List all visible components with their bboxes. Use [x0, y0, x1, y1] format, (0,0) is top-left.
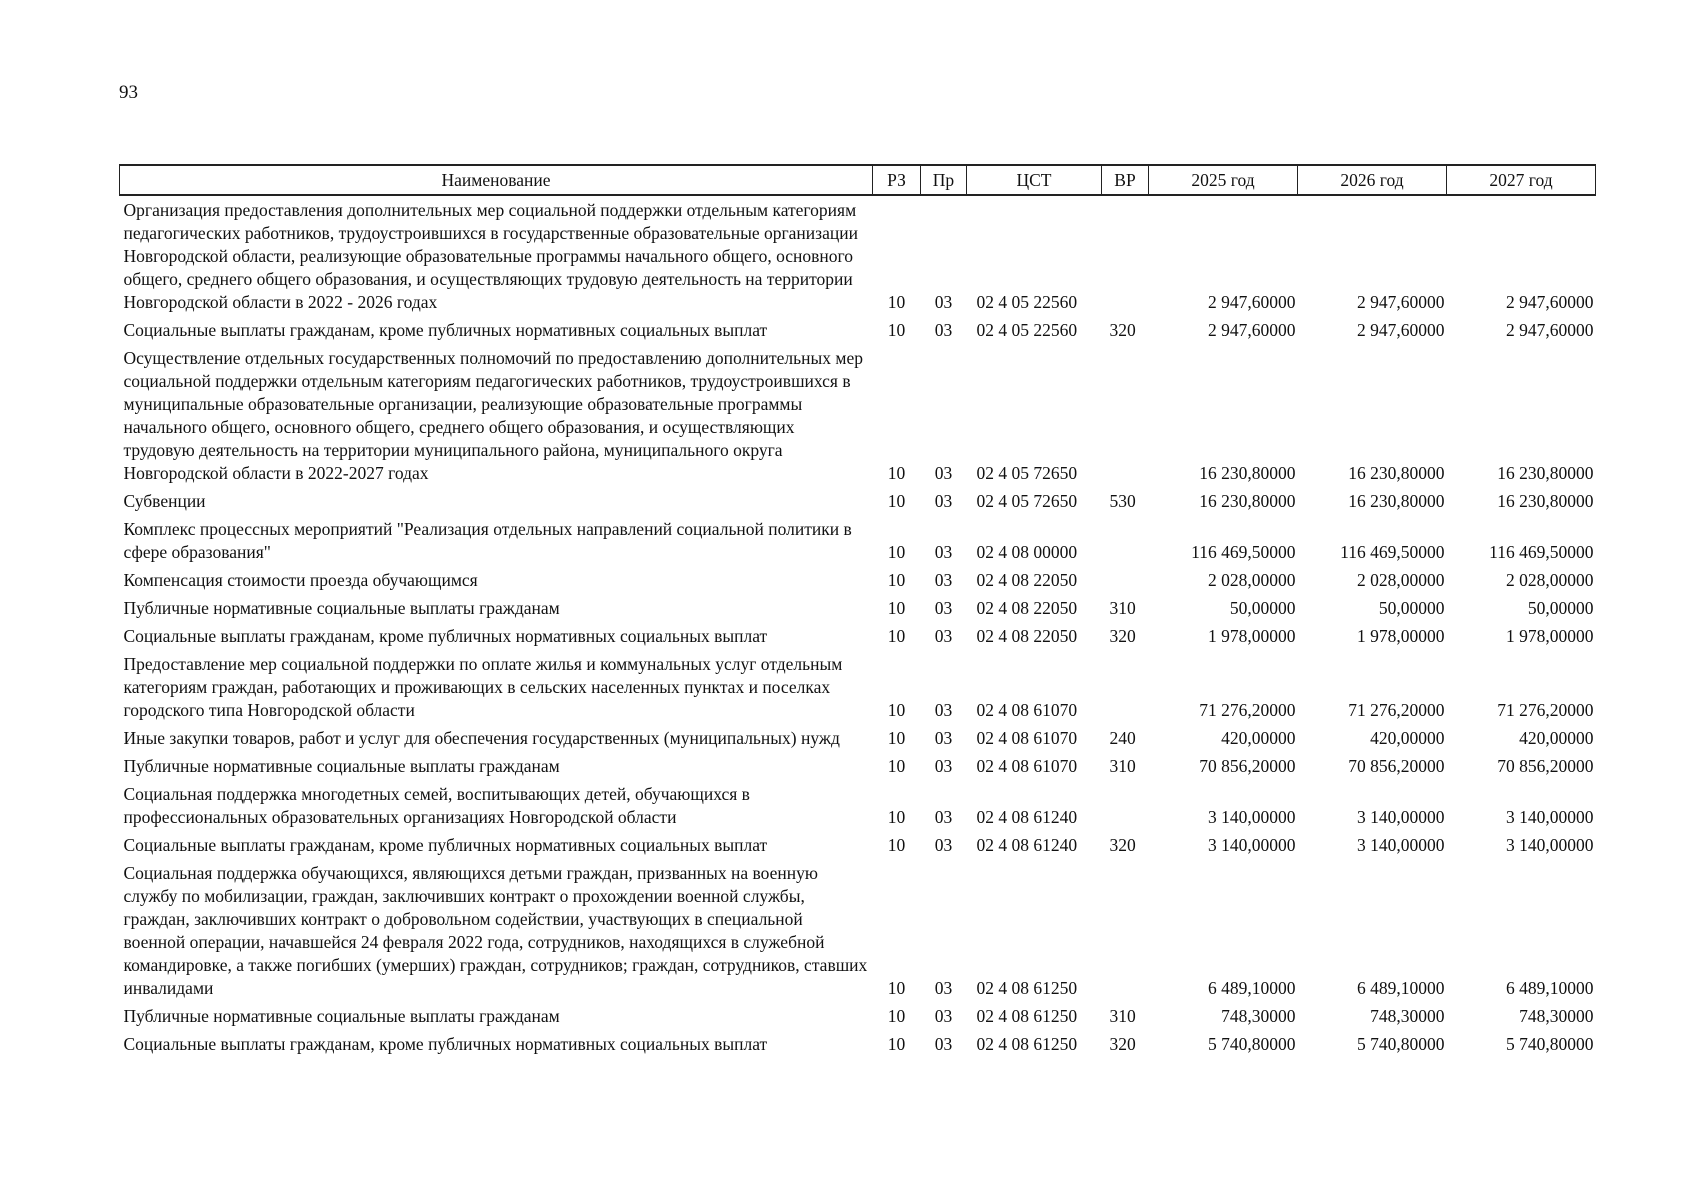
cell-2027: 70 856,20000	[1497, 756, 1594, 776]
header-name: Наименование	[120, 165, 873, 195]
cell-2027: 5 740,80000	[1506, 1034, 1594, 1054]
cell-pr: 03	[934, 542, 953, 562]
cell-name: Социальные выплаты гражданам, кроме публичных нормативных социальных выплат	[123, 835, 768, 855]
header-2027: 2027 год	[1447, 165, 1596, 195]
table-row	[120, 1030, 1596, 1058]
budget-table-container	[119, 164, 1596, 1058]
cell-2026: 2 947,60000	[1357, 292, 1445, 312]
cell-pr: 03	[934, 756, 953, 776]
cell-name: Социальная поддержка многодетных семей, воспитывающих детей, обучающихся в профессиональных образовательных организациях Новгородской области	[123, 784, 750, 827]
cell-rz: 10	[887, 700, 906, 720]
cell-2025: 70 856,20000	[1199, 756, 1296, 776]
table-row	[120, 195, 1596, 316]
cell-name: Осуществление отдельных государственных полномочий по предоставлению дополнительных мер социальной поддержки отдельным категориям педагогических работников, трудоустроившихся в муниципальные образовательные организации, реализующие образовательные программы начального общего, основного общего, среднего общего образования, и осуществляющих трудовую деятельность на территории муниципального района, муниципального округа Новгородской области в 2022-2027 годах	[123, 348, 863, 483]
cell-vr: 320	[1109, 835, 1136, 855]
cell-2027: 2 028,00000	[1506, 570, 1594, 590]
cell-2026: 16 230,80000	[1348, 491, 1445, 511]
header-pr: Пр	[921, 165, 967, 195]
cell-cst: 02 4 05 72650	[976, 491, 1078, 511]
cell-vr: 310	[1109, 598, 1136, 618]
cell-rz: 10	[887, 598, 906, 618]
table-header	[120, 165, 1596, 195]
cell-vr	[1102, 344, 1149, 487]
cell-cst: 02 4 08 61250	[976, 1034, 1078, 1054]
cell-cst: 02 4 08 00000	[976, 542, 1078, 562]
cell-vr: 320	[1109, 320, 1136, 340]
cell-2025: 16 230,80000	[1199, 463, 1296, 483]
cell-rz: 10	[887, 491, 906, 511]
cell-2026: 71 276,20000	[1348, 700, 1445, 720]
cell-cst: 02 4 05 22560	[976, 292, 1078, 312]
cell-2025: 116 469,50000	[1191, 542, 1296, 562]
table-row	[120, 566, 1596, 594]
cell-2025: 420,00000	[1221, 728, 1296, 748]
cell-pr: 03	[934, 320, 953, 340]
cell-name: Социальные выплаты гражданам, кроме публичных нормативных социальных выплат	[123, 626, 768, 646]
cell-pr: 03	[934, 570, 953, 590]
cell-2025: 2 947,60000	[1208, 292, 1296, 312]
cell-rz: 10	[887, 542, 906, 562]
cell-vr	[1102, 780, 1149, 831]
cell-2027: 2 947,60000	[1506, 292, 1594, 312]
cell-2025: 6 489,10000	[1208, 978, 1296, 998]
cell-2026: 5 740,80000	[1357, 1034, 1445, 1054]
cell-rz: 10	[887, 1006, 906, 1026]
cell-2026: 3 140,00000	[1357, 835, 1445, 855]
cell-vr	[1102, 566, 1149, 594]
cell-rz: 10	[887, 835, 906, 855]
table-row	[120, 724, 1596, 752]
table-row	[120, 1002, 1596, 1030]
table-row	[120, 594, 1596, 622]
cell-2026: 420,00000	[1370, 728, 1445, 748]
cell-pr: 03	[934, 1034, 953, 1054]
table-row	[120, 316, 1596, 344]
header-vr: ВР	[1102, 165, 1149, 195]
cell-2026: 16 230,80000	[1348, 463, 1445, 483]
table-row	[120, 622, 1596, 650]
cell-2027: 420,00000	[1519, 728, 1594, 748]
cell-2027: 2 947,60000	[1506, 320, 1594, 340]
cell-vr	[1102, 859, 1149, 1002]
cell-pr: 03	[934, 491, 953, 511]
cell-name: Организация предоставления дополнительных мер социальной поддержки отдельным категориям педагогических работников, трудоустроившихся в государственные образовательные организации Новгородской области, реализующие образовательные программы начального общего, основного общего, среднего общего образования, и осуществляющих трудовую деятельность на территории Новгородской области в 2022 - 2026 годах	[123, 200, 858, 312]
cell-rz: 10	[887, 463, 906, 483]
cell-cst: 02 4 08 61250	[976, 1006, 1078, 1026]
cell-2027: 1 978,00000	[1506, 626, 1594, 646]
cell-2027: 748,30000	[1519, 1006, 1594, 1026]
cell-2027: 3 140,00000	[1506, 807, 1594, 827]
cell-pr: 03	[934, 626, 953, 646]
table-row	[120, 859, 1596, 1002]
cell-name: Иные закупки товаров, работ и услуг для обеспечения государственных (муниципальных) нужд	[123, 728, 840, 748]
cell-2025: 2 947,60000	[1208, 320, 1296, 340]
cell-2027: 16 230,80000	[1497, 463, 1594, 483]
cell-2025: 1 978,00000	[1208, 626, 1296, 646]
cell-rz: 10	[887, 320, 906, 340]
cell-cst: 02 4 08 61250	[976, 978, 1078, 998]
cell-vr	[1102, 195, 1149, 316]
cell-rz: 10	[887, 626, 906, 646]
cell-cst: 02 4 08 22050	[976, 570, 1078, 590]
table-row	[120, 650, 1596, 724]
cell-vr	[1102, 515, 1149, 566]
cell-pr: 03	[934, 835, 953, 855]
cell-rz: 10	[887, 807, 906, 827]
cell-rz: 10	[887, 292, 906, 312]
table-row	[120, 487, 1596, 515]
cell-pr: 03	[934, 728, 953, 748]
cell-2025: 16 230,80000	[1199, 491, 1296, 511]
cell-rz: 10	[887, 570, 906, 590]
cell-pr: 03	[934, 292, 953, 312]
cell-name: Публичные нормативные социальные выплаты гражданам	[123, 756, 560, 776]
cell-name: Социальная поддержка обучающихся, являющихся детьми граждан, призванных на военную службу по мобилизации, граждан, заключивших контракт о прохождении военной службы, граждан, заключивших контракт о добровольном содействии, участвующих в специальной военной операции, начавшейся 24 февраля 2022 года, сотрудников, находящихся в служебной командировке, а также погибших (умерших) граждан, сотрудников; граждан, сотрудников, ставших инвалидами	[123, 863, 868, 998]
table-row	[120, 780, 1596, 831]
cell-rz: 10	[887, 756, 906, 776]
cell-2026: 6 489,10000	[1357, 978, 1445, 998]
cell-cst: 02 4 08 22050	[976, 598, 1078, 618]
cell-rz: 10	[887, 728, 906, 748]
cell-cst: 02 4 05 22560	[976, 320, 1078, 340]
cell-2025: 3 140,00000	[1208, 807, 1296, 827]
cell-pr: 03	[934, 978, 953, 998]
cell-2025: 748,30000	[1221, 1006, 1296, 1026]
cell-2027: 50,00000	[1527, 598, 1594, 618]
table-row	[120, 752, 1596, 780]
cell-2026: 1 978,00000	[1357, 626, 1445, 646]
cell-name: Компенсация стоимости проезда обучающимся	[123, 570, 478, 590]
table-row	[120, 831, 1596, 859]
cell-pr: 03	[934, 463, 953, 483]
cell-vr: 310	[1109, 756, 1136, 776]
table-body	[120, 195, 1596, 1058]
cell-2025: 71 276,20000	[1199, 700, 1296, 720]
cell-2026: 50,00000	[1378, 598, 1445, 618]
cell-2026: 748,30000	[1370, 1006, 1445, 1026]
cell-2025: 5 740,80000	[1208, 1034, 1296, 1054]
cell-2027: 116 469,50000	[1489, 542, 1594, 562]
cell-cst: 02 4 08 61240	[976, 835, 1078, 855]
cell-cst: 02 4 08 61070	[976, 756, 1078, 776]
cell-name: Публичные нормативные социальные выплаты гражданам	[123, 598, 560, 618]
cell-2026: 3 140,00000	[1357, 807, 1445, 827]
cell-cst: 02 4 08 61070	[976, 728, 1078, 748]
cell-2025: 2 028,00000	[1208, 570, 1296, 590]
cell-name: Субвенции	[123, 491, 206, 511]
cell-name: Публичные нормативные социальные выплаты гражданам	[123, 1006, 560, 1026]
cell-2026: 2 947,60000	[1357, 320, 1445, 340]
cell-name: Социальные выплаты гражданам, кроме публичных нормативных социальных выплат	[123, 320, 768, 340]
cell-rz: 10	[887, 978, 906, 998]
table-row	[120, 515, 1596, 566]
cell-vr: 320	[1109, 626, 1136, 646]
cell-name: Комплекс процессных мероприятий "Реализация отдельных направлений социальной политики в сфере образования"	[123, 519, 852, 562]
cell-pr: 03	[934, 598, 953, 618]
cell-pr: 03	[934, 700, 953, 720]
page-number: 93	[119, 82, 138, 103]
table-row	[120, 344, 1596, 487]
cell-2026: 2 028,00000	[1357, 570, 1445, 590]
cell-2027: 3 140,00000	[1506, 835, 1594, 855]
header-cst: ЦСТ	[967, 165, 1102, 195]
header-row	[120, 165, 1596, 195]
cell-2027: 16 230,80000	[1497, 491, 1594, 511]
cell-cst: 02 4 08 61240	[976, 807, 1078, 827]
budget-table	[119, 164, 1596, 1058]
cell-vr	[1102, 650, 1149, 724]
cell-pr: 03	[934, 1006, 953, 1026]
header-2025: 2025 год	[1149, 165, 1298, 195]
cell-vr: 310	[1109, 1006, 1136, 1026]
cell-2026: 70 856,20000	[1348, 756, 1445, 776]
cell-2027: 71 276,20000	[1497, 700, 1594, 720]
cell-name: Предоставление мер социальной поддержки по оплате жилья и коммунальных услуг отдельным категориям граждан, работающих и проживающих в сельских населенных пунктах и поселках городского типа Новгородской области	[123, 654, 843, 720]
cell-cst: 02 4 08 61070	[976, 700, 1078, 720]
cell-rz: 10	[887, 1034, 906, 1054]
cell-name: Социальные выплаты гражданам, кроме публичных нормативных социальных выплат	[123, 1034, 768, 1054]
cell-vr: 530	[1109, 491, 1136, 511]
cell-cst: 02 4 05 72650	[976, 463, 1078, 483]
header-rz: РЗ	[873, 165, 921, 195]
cell-2027: 6 489,10000	[1506, 978, 1594, 998]
cell-vr: 320	[1109, 1034, 1136, 1054]
cell-pr: 03	[934, 807, 953, 827]
cell-2025: 50,00000	[1229, 598, 1296, 618]
header-2026: 2026 год	[1298, 165, 1447, 195]
cell-2026: 116 469,50000	[1340, 542, 1445, 562]
cell-2025: 3 140,00000	[1208, 835, 1296, 855]
cell-cst: 02 4 08 22050	[976, 626, 1078, 646]
cell-vr: 240	[1109, 728, 1136, 748]
